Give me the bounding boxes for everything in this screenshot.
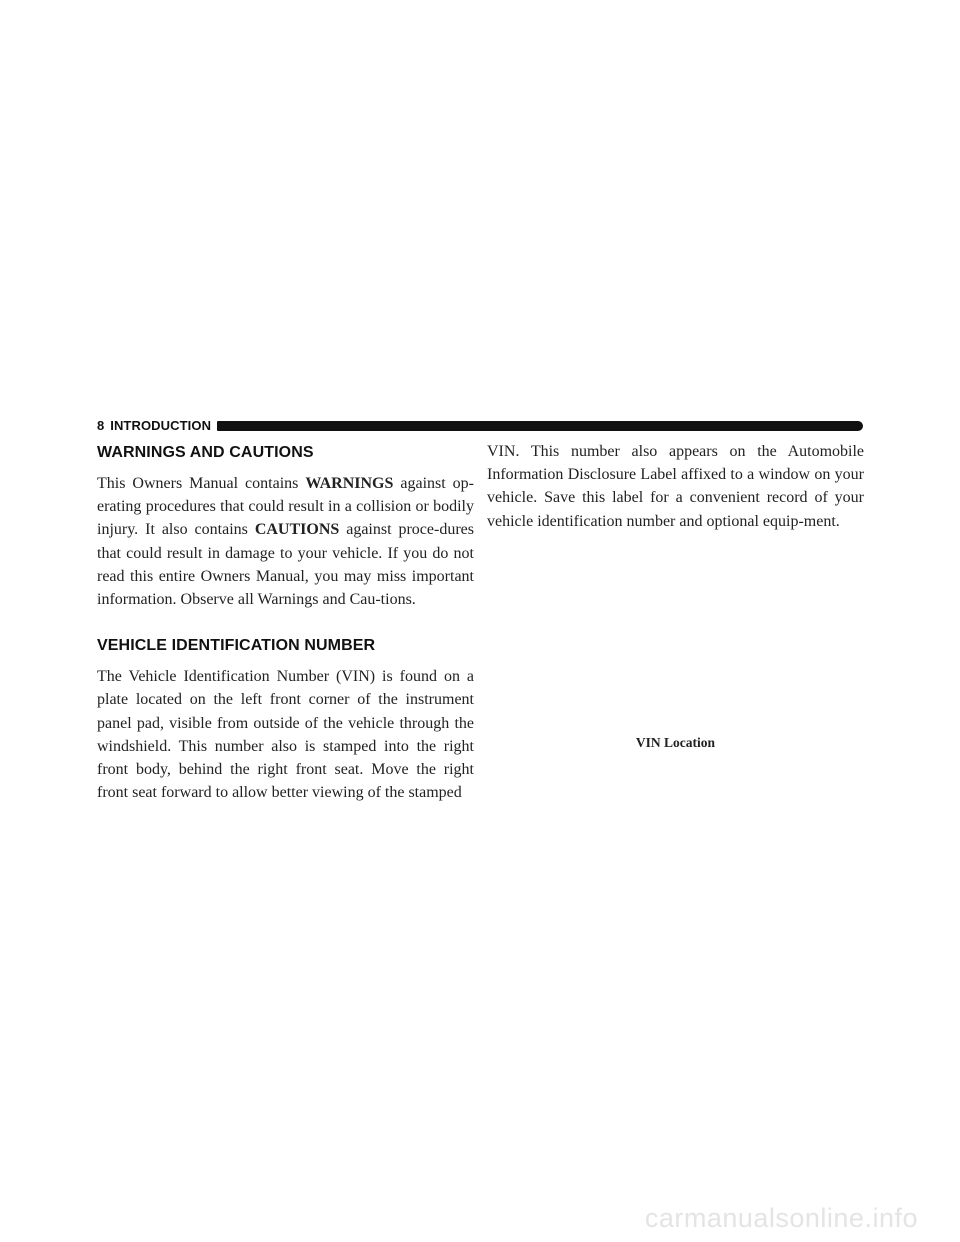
warnings-term: WARNINGS [305,475,394,492]
paragraph-vin: The Vehicle Identification Number (VIN) is found on a plate located on the left front corner of the instrument panel pad, visible from outside of the vehicle through the windshield. This number also is stamped into the right front body, behind the right front seat. Move the right front seat forward to allow better viewing of the stamped [97,668,474,802]
paragraph-warnings [97,472,474,611]
text-run: against op-erating procedures that could result in a collision or bodily injury. It also contains [97,475,474,539]
running-header [97,418,863,434]
paragraph-vin-continued: VIN. This number also appears on the Automobile Information Disclosure Label affixed to a window on your vehicle. Save this label for a convenient record of your vehicle identification number and optional equip-ment. [487,443,864,530]
heading-warnings-cautions: WARNINGS AND CAUTIONS [97,444,314,461]
header-rule [217,421,863,431]
cautions-term: CAUTIONS [254,521,340,539]
section-title: INTRODUCTION [110,418,212,433]
text-run: This Owners Manual contains [97,475,306,492]
right-column [487,440,864,533]
vin-location-figure [487,560,864,730]
page-number: 8 [97,418,105,433]
figure-caption: VIN Location [635,735,716,750]
watermark: carmanualsonline.info [644,1203,918,1233]
heading-vin: VEHICLE IDENTIFICATION NUMBER [97,637,376,655]
left-column [97,440,474,804]
text-run: against proce-dures that could result in damage to your vehicle. If you do not read this entire Owners Manual, you may miss important information. Observe all Warnings and Cau-tions. [97,521,474,609]
